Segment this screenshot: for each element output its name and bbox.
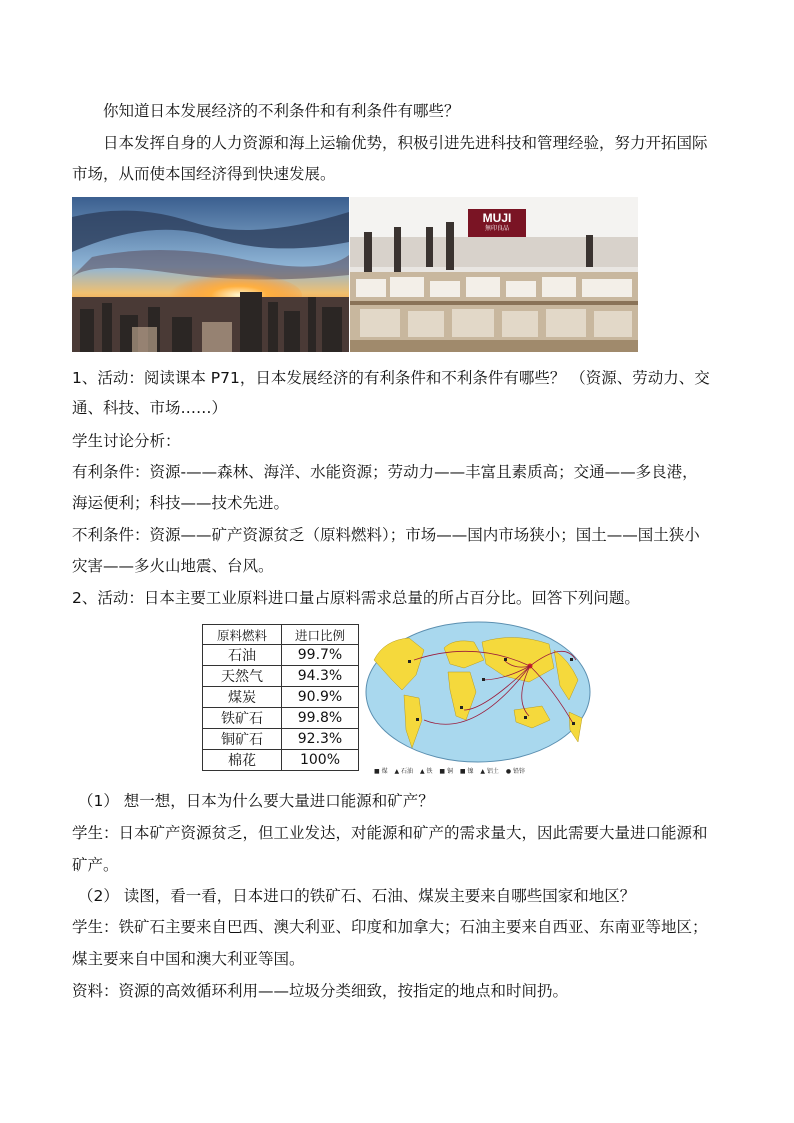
intro-answer-line1: 日本发挥自身的人力资源和海上运输优势，积极引进先进科技和管理经验，努力开拓国际 [103, 134, 708, 152]
intro-answer-line2: 市场，从而使本国经济得到快速发展。 [72, 165, 336, 183]
world-map-graphic [364, 620, 592, 766]
question1: （1） 想一想，日本为什么要大量进口能源和矿产？ [78, 792, 434, 810]
intro-question: 你知道日本发展经济的不利条件和有利条件有哪些？ [103, 102, 460, 120]
table-row [203, 687, 359, 708]
table-row [203, 645, 359, 666]
table-cell: 铁矿石 [203, 708, 282, 729]
table-cell: 石油 [203, 645, 282, 666]
import-ratio-table [202, 624, 359, 771]
answer2-line2: 煤主要来自中国和澳大利亚等国。 [72, 950, 305, 968]
muji-sub: 無印良品 [484, 226, 509, 232]
answer1-line2: 矿产。 [72, 856, 119, 874]
table-header-cell: 原料燃料 [203, 625, 282, 645]
tokyo-sunset-photo [72, 197, 349, 352]
map-legend [374, 766, 525, 775]
activity1-line2: 通、科技、市场……） [72, 399, 228, 417]
legend-item: ■ 镍 [459, 768, 474, 775]
muji-brand: MUJI [482, 211, 512, 225]
muji-store-photo [350, 197, 638, 352]
table-cell: 99.7% [282, 645, 359, 666]
table-row [203, 750, 359, 771]
table-header-cell: 进口比例 [282, 625, 359, 645]
import-routes-world-map [364, 620, 592, 778]
table-cell: 棉花 [203, 750, 282, 771]
activity1-line1: 1、活动：阅读课本 P71，日本发展经济的有利条件和不利条件有哪些？ （资源、劳动力、交 [72, 369, 710, 387]
table-cell: 99.8% [282, 708, 359, 729]
table-cell: 92.3% [282, 729, 359, 750]
legend-item: ▲ 铝土 [480, 768, 499, 775]
table-cell: 90.9% [282, 687, 359, 708]
table-cell: 煤炭 [203, 687, 282, 708]
answer2-line1: 学生：铁矿石主要来自巴西、澳大利亚、印度和加拿大；石油主要来自西亚、东南亚等地区； [72, 918, 708, 936]
legend-item: ● 铅锌 [505, 768, 526, 775]
answer1-line1: 学生：日本矿产资源贫乏，但工业发达，对能源和矿产的需求量大，因此需要大量进口能源和 [72, 824, 708, 842]
table-cell: 94.3% [282, 666, 359, 687]
unfavorable-line2: 灾害——多火山地震、台风。 [72, 557, 274, 575]
activity2-line: 2、活动：日本主要工业原料进口量占原料需求总量的所占百分比。回答下列问题。 [72, 589, 640, 607]
legend-item: ▲ 铁 [419, 768, 433, 775]
table-row [203, 666, 359, 687]
discussion-label: 学生讨论分析： [72, 432, 181, 450]
question2: （2） 读图，看一看，日本进口的铁矿石、石油、煤炭主要来自哪些国家和地区？ [78, 887, 636, 905]
favorable-line1: 有利条件：资源-——森林、海洋、水能资源；劳动力——丰富且素质高；交通——多良港， [72, 463, 698, 481]
table-row [203, 729, 359, 750]
favorable-line2: 海运便利；科技——技术先进。 [72, 494, 290, 512]
table-cell: 铜矿石 [203, 729, 282, 750]
table-header-row [203, 625, 359, 645]
table-row [203, 708, 359, 729]
legend-item: ▲ 石油 [394, 768, 414, 775]
unfavorable-line1: 不利条件：资源——矿产资源贫乏（原料燃料）；市场——国内市场狭小；国土——国土狭小 [72, 526, 700, 544]
table-cell: 天然气 [203, 666, 282, 687]
material-line: 资料：资源的高效循环利用——垃圾分类细致，按指定的地点和时间扔。 [72, 982, 569, 1000]
legend-item: ■ 煤 [374, 768, 388, 775]
legend-item: ■ 铜 [439, 768, 453, 775]
muji-sign [468, 211, 526, 233]
table-cell: 100% [282, 750, 359, 771]
